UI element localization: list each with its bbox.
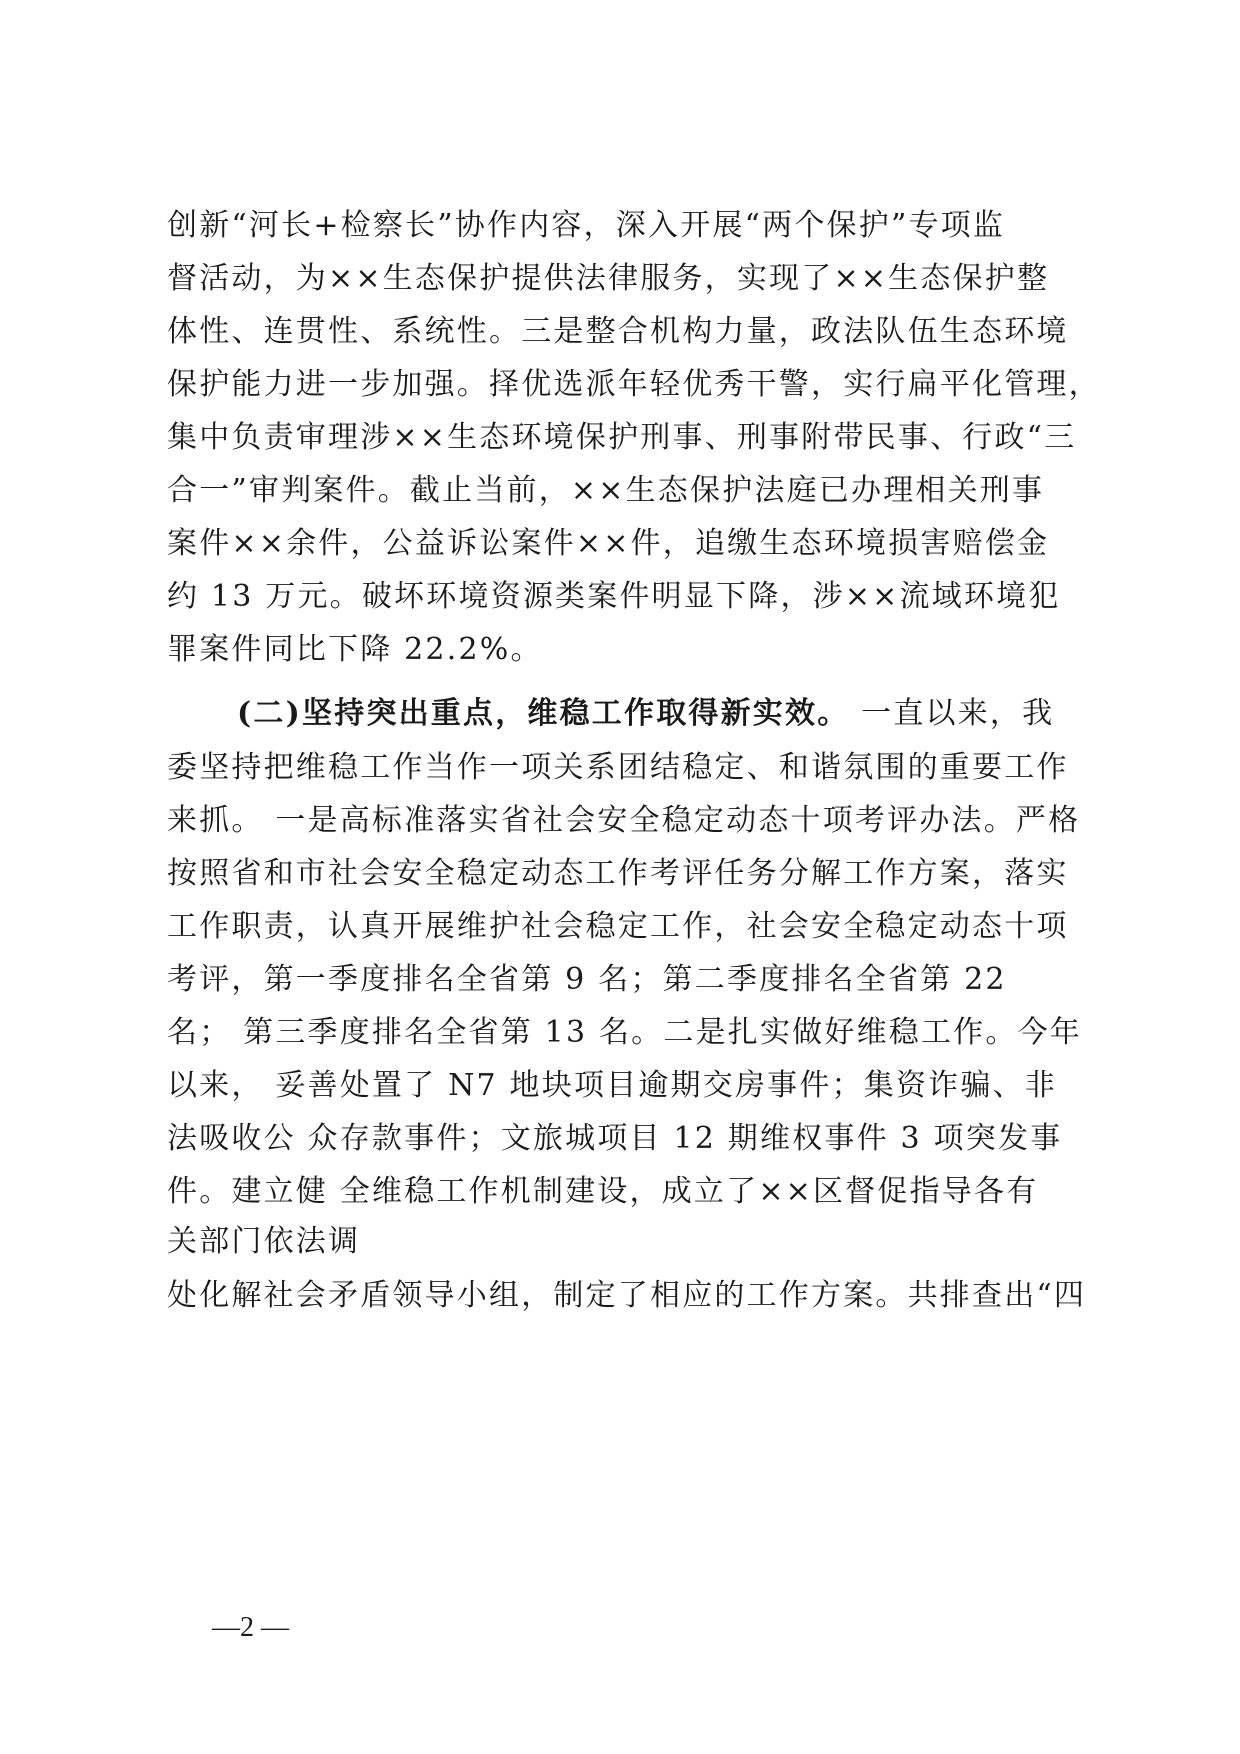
body-line: 法吸收公 众存款事件；文旅城项目 12 期维权事件 3 项突发事	[167, 1121, 1063, 1156]
body-line: 考评，第一季度排名全省第 9 名；第二季度排名全省第 22	[167, 962, 1007, 997]
body-line: 集中负责审理涉××生态环境保护刑事、刑事附带民事、行政“三	[167, 420, 1077, 455]
body-line: 督活动，为××生态保护提供法律服务，实现了××生态保护整	[167, 261, 1050, 296]
body-line: 名； 第三季度排名全省第 13 名。二是扎实做好维稳工作。今年	[167, 1015, 1082, 1050]
section-heading-rest: 一直以来，我	[849, 696, 1055, 731]
body-line: 处化解社会矛盾领导小组，制定了相应的工作方案。共排查出“四	[167, 1278, 1087, 1313]
body-line: 委坚持把维稳工作当作一项关系团结稳定、和谐氛围的重要工作	[167, 750, 1069, 785]
body-line: 按照省和市社会安全稳定动态工作考评任务分解工作方案，落实	[167, 856, 1069, 891]
body-line: 罪案件同比下降 22.2%。	[167, 632, 543, 667]
body-line: 合一”审判案件。截止当前，××生态保护法庭已办理相关刑事	[167, 473, 1045, 508]
body-line: 创新“河长+检察长”协作内容，深入开展“两个保护”专项监	[167, 208, 1006, 243]
body-line: 以来， 妥善处置了 N7 地块项目逾期交房事件；集资诈骗、非	[167, 1068, 1057, 1103]
body-line: 件。建立健 全维稳工作机制建设，成立了××区督促指导各有	[167, 1174, 1039, 1209]
section-heading-line	[237, 694, 1054, 734]
body-line: 体性、连贯性、系统性。三是整合机构力量，政法队伍生态环境	[167, 314, 1069, 349]
body-line: 保护能力进一步加强。择优选派年轻优秀干警，实行扁平化管理，	[167, 367, 1101, 402]
body-line: 案件××余件，公益诉讼案件××件，追缴生态环境损害赔偿金	[167, 526, 1050, 561]
body-line: 来抓。 一是高标准落实省社会安全稳定动态十项考评办法。严格	[167, 803, 1081, 838]
section-heading: (二)坚持突出重点，维稳工作取得新实效。	[237, 696, 850, 731]
body-line: 工作职责，认真开展维护社会稳定工作，社会安全稳定动态十项	[167, 909, 1069, 944]
body-line: 关部门依法调	[167, 1224, 361, 1259]
body-line: 约 13 万元。破坏环境资源类案件明显下降，涉××流域环境犯	[167, 579, 1061, 614]
page-number: —2 —	[212, 1612, 289, 1643]
